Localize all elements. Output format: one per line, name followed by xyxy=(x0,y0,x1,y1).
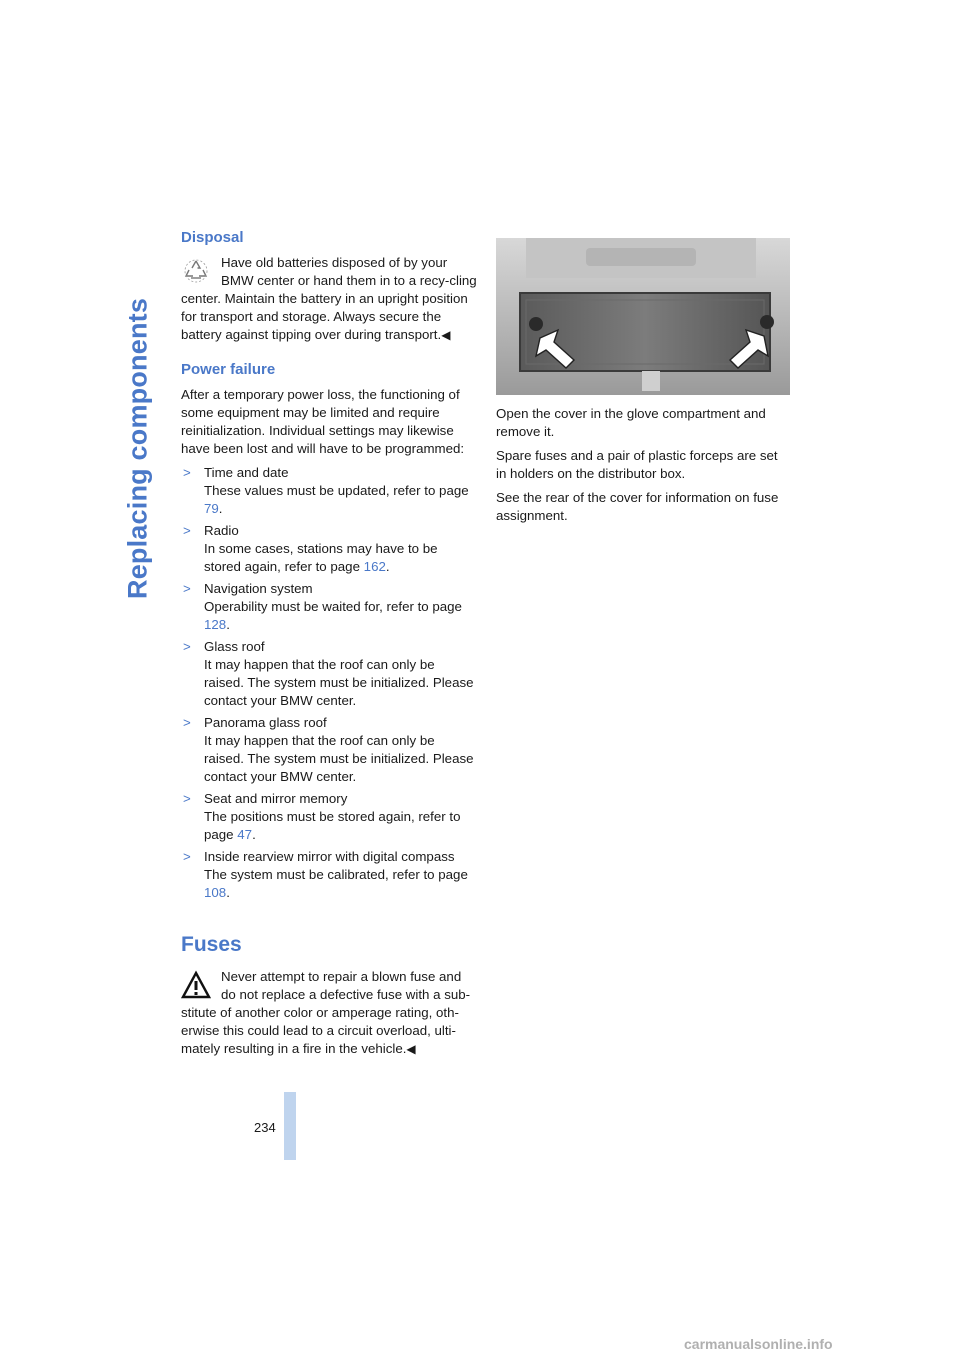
fuses-warning xyxy=(181,968,477,1058)
power-failure-section xyxy=(181,360,477,902)
power-failure-intro: After a temporary power loss, the functioning of some equipment may be limited and require reinitialization. Individual settings may likewise have been lost and will have to be programmed: xyxy=(181,387,465,456)
end-mark-icon: ◀ xyxy=(441,328,451,342)
item-desc: It may happen that the roof can only be raised. The system must be initialized. Please contact your BMW center. xyxy=(204,733,474,784)
list-item xyxy=(181,848,477,902)
item-desc: The positions must be stored again, refer to page xyxy=(204,809,461,842)
item-title: Navigation system xyxy=(204,581,313,596)
bullet-marker: > xyxy=(183,639,191,654)
bullet-marker: > xyxy=(183,581,191,596)
fuses-section xyxy=(181,932,477,1058)
bullet-marker: > xyxy=(183,523,191,538)
power-failure-list xyxy=(181,464,477,902)
list-item xyxy=(181,522,477,576)
item-desc: The system must be calibrated, refer to page xyxy=(204,867,468,882)
right-paragraph-3: See the rear of the cover for information on fuse assignment. xyxy=(496,490,779,523)
list-item xyxy=(181,580,477,634)
page-link[interactable]: 47 xyxy=(237,827,253,842)
item-title: Inside rearview mirror with digital compass xyxy=(204,849,455,864)
item-title: Radio xyxy=(204,523,239,538)
item-desc: Operability must be waited for, refer to page xyxy=(204,599,462,614)
bullet-marker: > xyxy=(183,715,191,730)
item-desc: These values must be updated, refer to page xyxy=(204,483,469,498)
right-paragraph-2: Spare fuses and a pair of plastic forceps are set in holders on the distributor box. xyxy=(496,448,778,481)
page-link[interactable]: 162 xyxy=(363,559,386,574)
item-title: Glass roof xyxy=(204,639,265,654)
disposal-note xyxy=(181,254,477,344)
page-edge-bar xyxy=(284,1092,296,1160)
list-item xyxy=(181,464,477,518)
section-side-title: Replacing components xyxy=(122,297,153,599)
item-title: Seat and mirror memory xyxy=(204,791,348,806)
right-paragraph-1: Open the cover in the glove compartment and remove it. xyxy=(496,406,766,439)
bullet-marker: > xyxy=(183,465,191,480)
end-mark-icon: ◀ xyxy=(406,1042,416,1056)
right-column xyxy=(496,238,790,531)
item-after: . xyxy=(385,559,390,574)
list-item xyxy=(181,714,477,786)
item-after: . xyxy=(226,885,230,900)
page-link[interactable]: 128 xyxy=(204,617,227,632)
list-item xyxy=(181,638,477,710)
footer-watermark: carmanualsonline.info xyxy=(684,1336,833,1352)
glove-compartment-fuse-cover-photo xyxy=(496,238,790,395)
item-after: . xyxy=(218,501,223,516)
page-link[interactable]: 108 xyxy=(204,885,227,900)
item-title: Time and date xyxy=(204,465,289,480)
warning-icon xyxy=(181,970,211,1000)
left-column xyxy=(181,228,477,1064)
list-item xyxy=(181,790,477,844)
item-desc: It may happen that the roof can only be raised. The system must be initialized. Please contact your BMW center. xyxy=(204,657,474,708)
disposal-text: Have old batteries disposed of by your BMW center or hand them in to a recy-cling center. Maintain the battery in an upright position for transport and storage. Always secure the battery against tipping over during transport. xyxy=(181,255,477,342)
bullet-marker: > xyxy=(183,791,191,806)
disposal-section xyxy=(181,228,477,344)
item-after: . xyxy=(252,827,256,842)
power-failure-heading: Power failure xyxy=(181,361,276,378)
item-desc: In some cases, stations may have to be stored again, refer to page xyxy=(204,541,438,574)
fuses-heading: Fuses xyxy=(181,933,242,956)
disposal-heading: Disposal xyxy=(181,229,244,246)
bullet-marker: > xyxy=(183,849,191,864)
item-after: . xyxy=(226,617,230,632)
fuses-warning-text: Never attempt to repair a blown fuse and do not replace a defective fuse with a sub-stitute of another color or amperage rating, oth-erwise this could lead to a circuit overload, ulti-mately resulting in a fire in the vehicle. xyxy=(181,969,471,1056)
recycle-icon xyxy=(181,256,211,286)
page-link[interactable]: 79 xyxy=(204,501,219,516)
page-number: 234 xyxy=(254,1120,276,1135)
item-title: Panorama glass roof xyxy=(204,715,327,730)
